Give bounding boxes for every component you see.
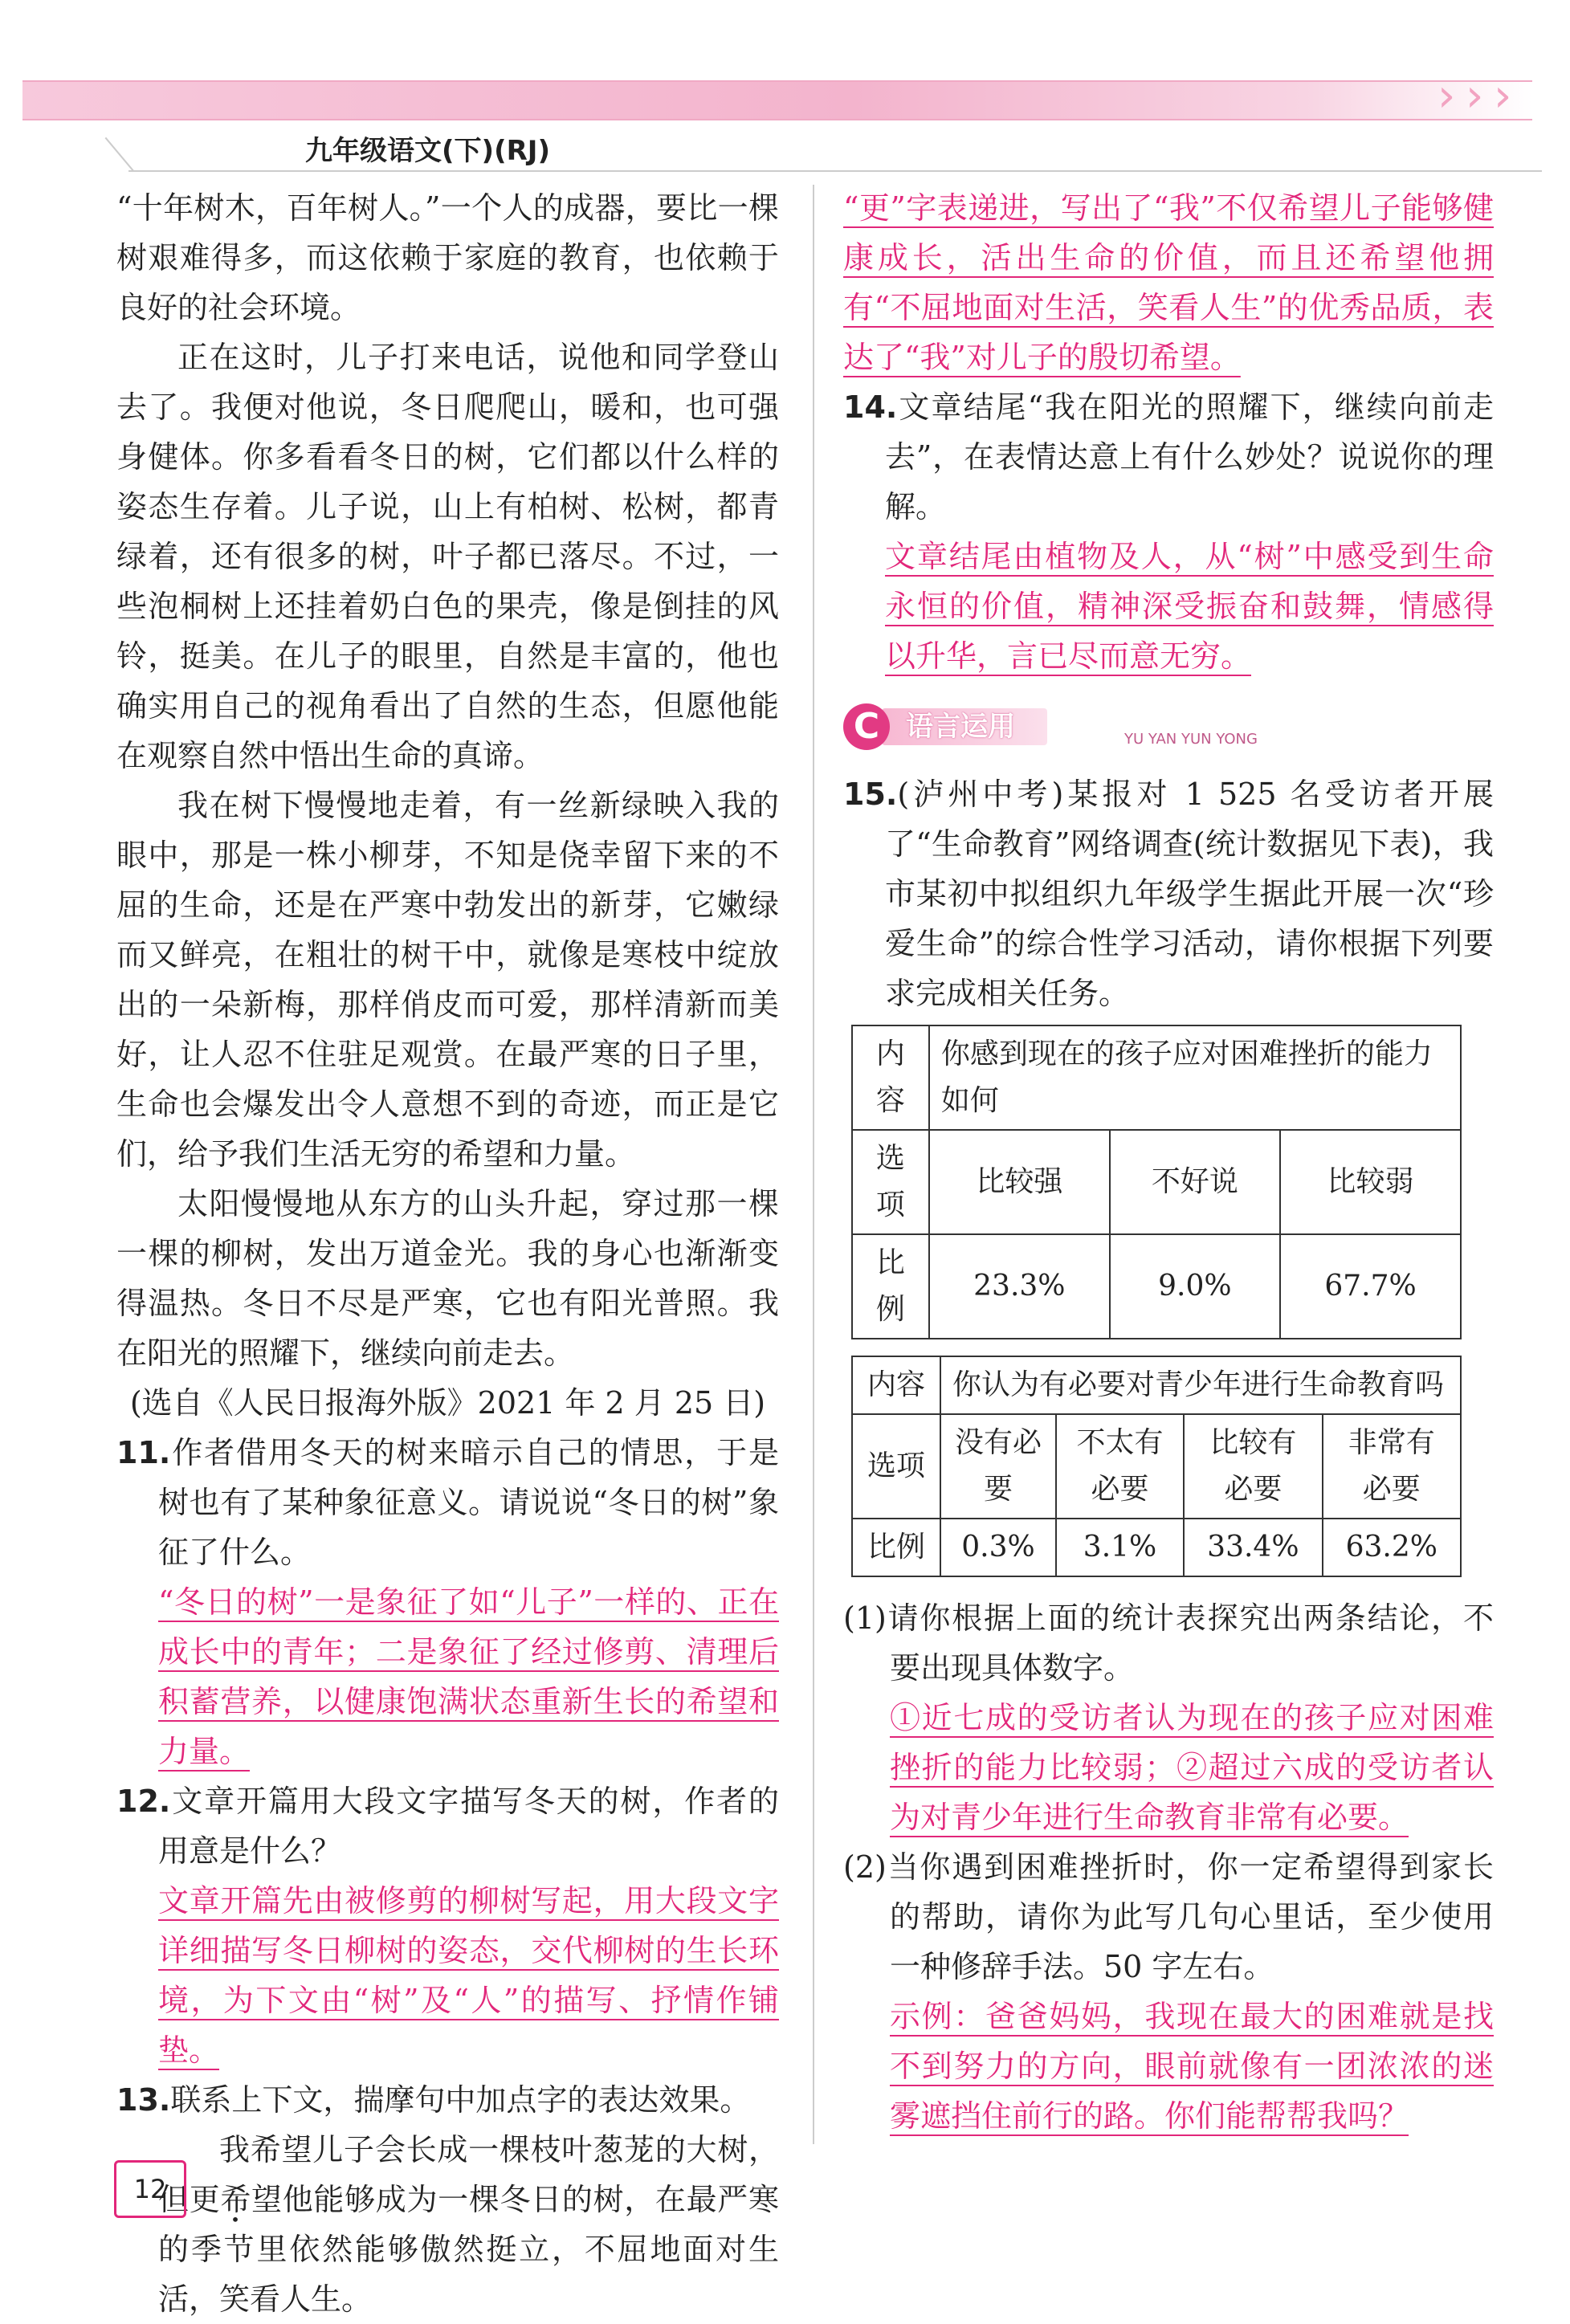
table-cell: 选项 [852, 1130, 929, 1234]
question-12: 12.文章开篇用大段文字描写冬天的树，作者的用意是什么？ [116, 1784, 779, 1869]
article-paragraph: 太阳慢慢地从东方的山头升起，穿过那一棵一棵的柳树，发出万道金光。我的身心也渐渐变得温热。冬日不尽是严寒，它也有阳光普照。我在阳光的照耀下，继续向前走去。 [116, 1186, 779, 1371]
table-cell: 不好说 [1110, 1130, 1280, 1234]
chevron-right-icon: › [1466, 70, 1484, 122]
table-cell: 比较强 [929, 1130, 1110, 1234]
table-row [852, 1234, 1461, 1339]
question-15-2: (2)当你遇到困难挫折时，你一定希望得到家长的帮助，请你为此写几句心里话，至少使用一种修辞手法。50 字左右。 [843, 1849, 1494, 1984]
chevron-right-icon: › [1437, 70, 1456, 122]
page-number: 12 [114, 2160, 186, 2218]
table-cell: 内容 [852, 1025, 929, 1130]
table-cell: 0.3% [940, 1519, 1056, 1576]
table-cell: 内容 [852, 1356, 940, 1414]
page-header-title: 九年级语文(下)(RJ) [305, 135, 550, 167]
answer-15-1: ①近七成的受访者认为现在的孩子应对困难挫折的能力比较弱；②超过六成的受访者认为对青少年进行生命教育非常有必要。 [890, 1700, 1494, 1835]
dotted-char: 更 [189, 2182, 221, 2217]
table-cell: 选项 [852, 1414, 940, 1519]
section-header-c [843, 697, 1494, 758]
section-pinyin: YU YAN YUN YONG [1124, 731, 1258, 748]
table-cell: 63.2% [1323, 1519, 1461, 1576]
stat-table-2 [851, 1356, 1462, 1577]
table-cell: 非常有必要 [1323, 1414, 1461, 1519]
answer-15-2: 示例：爸爸妈妈，我现在最大的困难就是找不到努力的方向，眼前就像有一团浓浓的迷雾遮挡住前行的路。你们能帮帮我吗？ [890, 1999, 1494, 2134]
table-cell: 23.3% [929, 1234, 1110, 1339]
answer-14: 文章结尾由植物及人，从“树”中感受到生命永恒的价值，精神深受振奋和鼓舞，情感得以升华，言已尽而意无穷。 [885, 539, 1494, 674]
question-13-quote: 我希望儿子会长成一棵枝叶葱茏的大树，但更希望他能够成为一棵冬日的树，在最严寒的季节里依然能够傲然挺立，不屈地面对生活，笑看人生。 [158, 2132, 779, 2317]
section-badge: C [843, 703, 890, 750]
table-cell: 比例 [852, 1519, 940, 1576]
stat-table-1 [851, 1025, 1462, 1339]
table-row [852, 1414, 1461, 1519]
section-label: 语言运用 [882, 708, 1047, 745]
table-cell: 67.7% [1280, 1234, 1461, 1339]
article-paragraph: “十年树木，百年树人。”一个人的成器，要比一棵树艰难得多，而这依赖于家庭的教育，也依赖于良好的社会环境。 [116, 190, 779, 325]
answer-13: “更”字表递进，写出了“我”不仅希望儿子能够健康成长，活出生命的价值，而且还希望他拥有“不屈地面对生活，笑看人生”的优秀品质，表达了“我”对儿子的殷切希望。 [843, 190, 1494, 375]
article-paragraph: 我在树下慢慢地走着，有一丝新绿映入我的眼中，那是一株小柳芽，不知是侥幸留下来的不屈的生命，还是在严寒中勃发出的新芽，它嫩绿而又鲜亮，在粗壮的树干中，就像是寒枝中绽放出的一朵新梅，那样俏皮而可爱，那样清新而美好，让人忍不住驻足观赏。在最严寒的日子里，生命也会爆发出令人意想不到的奇迹，而正是它们，给予我们生活无穷的希望和力量。 [116, 788, 779, 1172]
table-cell: 3.1% [1056, 1519, 1184, 1576]
left-column [116, 183, 779, 2324]
answer-12: 文章开篇先由被修剪的柳树写起，用大段文字详细描写冬日柳树的姿态，交代柳树的生长环境，为下文由“树”及“人”的描写、抒情作铺垫。 [158, 1883, 779, 2068]
table-cell: 比例 [852, 1234, 929, 1339]
table-row [852, 1130, 1461, 1234]
table-cell: 你认为有必要对青少年进行生命教育吗 [940, 1356, 1461, 1414]
table-row [852, 1025, 1461, 1130]
table-cell: 比较弱 [1280, 1130, 1461, 1234]
question-14: 14.文章结尾“我在阳光的照耀下，继续向前走去”，在表情达意上有什么妙处？说说你的理解。 [843, 389, 1494, 524]
column-divider [813, 185, 814, 2144]
article-paragraph: 正在这时，儿子打来电话，说他和同学登山去了。我便对他说，冬日爬爬山，暖和，也可强身健体。你多看看冬日的树，它们都以什么样的姿态生存着。儿子说，山上有柏树、松树，都青绿着，还有很多的树，叶子都已落尽。不过，一些泡桐树上还挂着奶白色的果壳，像是倒挂的风铃，挺美。在儿子的眼里，自然是丰富的，他也确实用自己的视角看出了自然的生态，但愿他能在观察自然中悟出生命的真谛。 [116, 340, 779, 773]
table-cell: 你感到现在的孩子应对困难挫折的能力如何 [929, 1025, 1461, 1130]
header-divider [128, 170, 1542, 172]
header-divider [105, 137, 135, 172]
table-cell: 9.0% [1110, 1234, 1280, 1339]
question-15-1: (1)请你根据上面的统计表探究出两条结论，不要出现具体数字。 [843, 1600, 1494, 1686]
table-row [852, 1356, 1461, 1414]
chevron-right-icon: › [1494, 70, 1512, 122]
question-11: 11.作者借用冬天的树来暗示自己的情思，于是树也有了某种象征意义。请说说“冬日的树”象征了什么。 [116, 1435, 779, 1570]
right-column [843, 183, 1494, 2141]
table-cell: 没有必要 [940, 1414, 1056, 1519]
answer-11: “冬日的树”一是象征了如“儿子”一样的、正在成长中的青年；二是象征了经过修剪、清理后积蓄营养，以健康饱满状态重新生长的希望和力量。 [158, 1584, 779, 1769]
question-13: 13.联系上下文，揣摩句中加点字的表达效果。 [116, 2082, 751, 2118]
table-cell: 33.4% [1184, 1519, 1322, 1576]
table-cell: 不太有必要 [1056, 1414, 1184, 1519]
article-source: (选自《人民日报海外版》2021 年 2 月 25 日) [129, 1385, 766, 1421]
table-row [852, 1519, 1461, 1576]
table-cell: 比较有必要 [1184, 1414, 1322, 1519]
header-band [22, 80, 1532, 120]
question-15: 15.(泸州中考)某报对 1 525 名受访者开展了“生命教育”网络调查(统计数据见下表)，我市某初中拟组织九年级学生据此开展一次“珍爱生命”的综合性学习活动，请你根据下列要求完成相关任务。 [843, 777, 1494, 1011]
